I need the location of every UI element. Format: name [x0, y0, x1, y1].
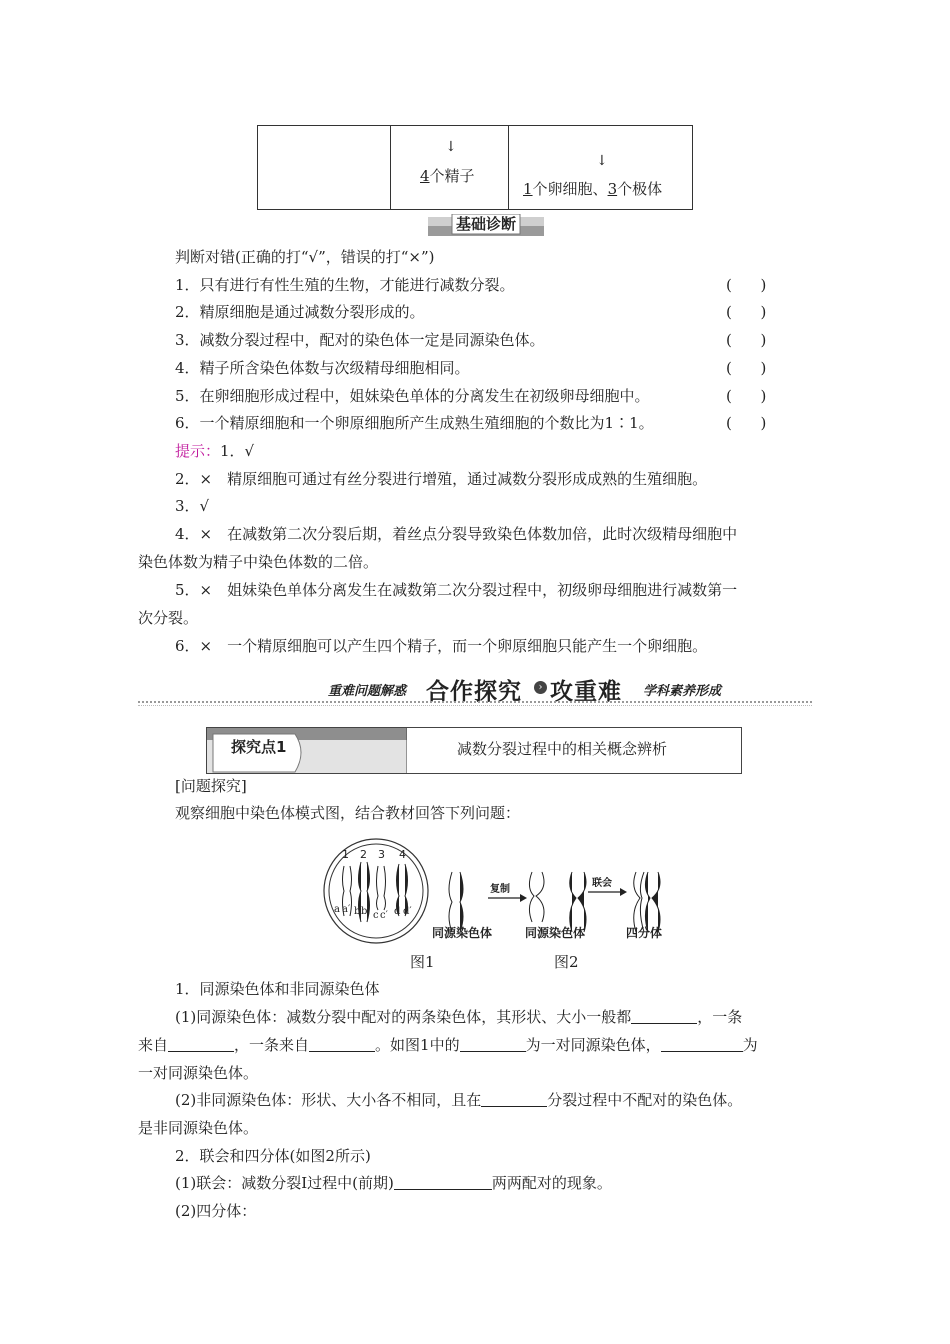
answer-paren: ( ) — [726, 303, 767, 321]
chromosome-number: 4 — [399, 848, 406, 861]
judge-item: 5．在卵细胞形成过程中，姐妹染色单体的分离发生在初级卵母细胞中。 — [175, 387, 650, 405]
allele-letter: b — [354, 906, 361, 917]
hint-line: 提示：1．√ — [175, 442, 255, 460]
table-divider — [390, 126, 391, 209]
section-header-jichu — [428, 214, 544, 236]
answer-line: 3．√ — [175, 497, 210, 515]
fill-blank[interactable] — [661, 1035, 743, 1052]
chromosome-number: 3 — [378, 848, 385, 861]
judge-item: 1．只有进行有性生殖的生物，才能进行减数分裂。 — [175, 276, 515, 294]
gamete-table — [257, 125, 693, 210]
section-heading: 2．联会和四分体(如图2所示) — [175, 1147, 371, 1165]
chromosome-number: 2 — [360, 848, 367, 861]
figure-label: 四分体 — [626, 926, 663, 940]
section-banner-hezuo — [138, 672, 812, 708]
judge-item: 6．一个精原细胞和一个卵原细胞所产生成熟生殖细胞的个数比为1∶1。 — [175, 414, 654, 432]
fill-blank[interactable] — [631, 1007, 697, 1024]
answer-line: 次分裂。 — [138, 609, 199, 627]
banner-main: 攻重难 — [550, 679, 622, 705]
paragraph-line: (1)同源染色体：减数分裂中配对的两条染色体，其形状、大小一般都 ，一条 — [175, 1008, 743, 1026]
answer-line: 5．× 姐妹染色单体分离发生在减数第二次分裂过程中，初级卵母细胞进行减数第一 — [175, 581, 738, 599]
figure-label: 同源染色体 — [525, 926, 586, 940]
explore-point-title: 减数分裂过程中的相关概念辨析 — [457, 740, 668, 758]
observe-text: 观察细胞中染色体模式图，结合教材回答下列问题： — [175, 804, 521, 822]
answer-line: 6．× 一个精原细胞可以产生四个精子，而一个卵原细胞只能产生一个卵细胞。 — [175, 637, 708, 655]
paragraph-line: (1)联会：减数分裂Ⅰ过程中(前期) 两两配对的现象。 — [175, 1174, 612, 1192]
jichu-intro: 判断对错(正确的打“√”，错误的打“×”) — [175, 248, 435, 266]
divider — [138, 705, 812, 706]
allele-letter: c — [373, 910, 379, 921]
paragraph-line: 来自 ，一条来自 。如图1中的 为一对同源染色体， 为 — [138, 1036, 758, 1054]
table-divider — [508, 126, 509, 209]
fill-blank[interactable] — [168, 1035, 234, 1052]
banner-right: 学科素养形成 — [643, 684, 722, 699]
allele-letter: b′ — [361, 906, 370, 917]
allele-letter: a′ — [342, 904, 351, 915]
down-arrow-icon: ↓ — [596, 153, 608, 169]
section-title: 基础诊断 — [456, 215, 517, 233]
divider — [138, 701, 812, 703]
answer-paren: ( ) — [726, 359, 767, 377]
answer-line: 染色体数为精子中染色体数的二倍。 — [138, 553, 379, 571]
answer-line: 2．× 精原细胞可通过有丝分裂进行增殖，通过减数分裂形成成熟的生殖细胞。 — [175, 470, 708, 488]
answer-line: 4．× 在减数第二次分裂后期，着丝点分裂导致染色体数加倍，此时次级精母细胞中 — [175, 525, 738, 543]
arrow-label: 复制 — [490, 884, 510, 895]
allele-letter: a — [334, 904, 340, 915]
allele-letter: c′ — [380, 910, 388, 921]
allele-letter: d′ — [403, 906, 412, 917]
answer-paren: ( ) — [726, 414, 767, 432]
section-heading: 1．同源染色体和非同源染色体 — [175, 980, 380, 998]
question-label: [问题探究] — [175, 777, 247, 795]
figure-label: 同源染色体 — [432, 926, 493, 940]
judge-item: 4．精子所含染色体数与次级精母细胞相同。 — [175, 359, 470, 377]
answer-paren: ( ) — [726, 276, 767, 294]
allele-letter: d — [394, 906, 401, 917]
hint-label: 提示： — [175, 442, 221, 460]
egg-result: 1个卵细胞、3个极体 — [523, 180, 663, 198]
banner-main: 合作探究 — [426, 679, 522, 705]
arrow-label: 联会 — [592, 878, 612, 889]
fill-blank[interactable] — [460, 1035, 526, 1052]
down-arrow-icon: ↓ — [445, 139, 457, 155]
fill-blank[interactable] — [394, 1173, 492, 1190]
chromosome-figure — [320, 836, 670, 951]
chromosome-number: 1 — [342, 848, 349, 861]
fill-blank[interactable] — [309, 1035, 375, 1052]
paragraph-line: (2)四分体： — [175, 1202, 257, 1220]
figure-caption: 图1 — [410, 953, 435, 971]
sperm-result: 4个精子 — [420, 167, 475, 185]
chevron-right-icon: › — [534, 681, 547, 694]
paragraph-line: 是非同源染色体。 — [138, 1119, 259, 1137]
explore-point-box — [206, 727, 742, 774]
judge-item: 3．减数分裂过程中，配对的染色体一定是同源染色体。 — [175, 331, 545, 349]
explore-point-tag: 探究点1 — [231, 738, 287, 756]
paragraph-line: (2)非同源染色体：形状、大小各不相同，且在 分裂过程中不配对的染色体。 — [175, 1091, 743, 1109]
banner-left: 重难问题解惑 — [328, 684, 407, 699]
judge-item: 2．精原细胞是通过减数分裂形成的。 — [175, 303, 425, 321]
answer-paren: ( ) — [726, 331, 767, 349]
figure-caption: 图2 — [554, 953, 579, 971]
fill-blank[interactable] — [481, 1090, 547, 1107]
paragraph-line: 一对同源染色体。 — [138, 1064, 259, 1082]
answer-paren: ( ) — [726, 387, 767, 405]
